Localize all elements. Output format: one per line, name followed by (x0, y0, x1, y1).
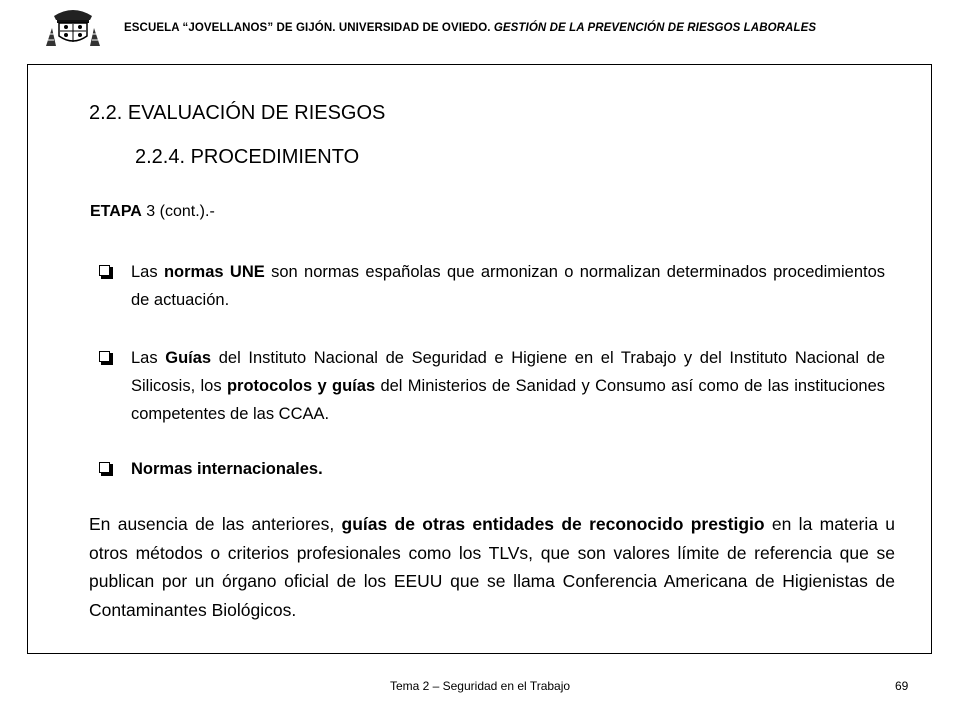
page-footer: Tema 2 – Seguridad en el Trabajo (389, 679, 571, 693)
section-title: 2.2. EVALUACIÓN DE RIESGOS (89, 102, 386, 124)
bold-run: normas UNE (163, 263, 265, 281)
text-run: En ausencia de las anteriores, (89, 514, 342, 534)
bullet-text (131, 258, 885, 314)
header-school: ESCUELA “JOVELLANOS” DE GIJÓN. UNIVERSIDAD DE OVIEDO. (124, 22, 491, 34)
stage-heading-rest: 3 (cont.).- (141, 203, 215, 220)
checkbox-bullet-icon (99, 462, 110, 473)
subsection-title: 2.2.4. PROCEDIMIENTO (135, 146, 360, 168)
bullet-text (131, 344, 885, 428)
page-header (124, 22, 924, 34)
body-paragraph (89, 510, 895, 624)
text-run: en la materia u otros métodos o criterios profesionales como los TLVs, que son valores límite de referencia que se publican por un órgano oficial de los EEUU que se llama Conferencia Americana de Higienistas de Contaminantes Biológicos. (89, 514, 896, 620)
checkbox-bullet-icon (99, 265, 110, 276)
header-department: GESTIÓN DE LA PREVENCIÓN DE RIESGOS LABORALES (493, 22, 817, 34)
bullet-text (131, 455, 885, 483)
page-number: 69 (895, 679, 909, 693)
checkbox-bullet-icon (99, 351, 110, 362)
bold-run: Guías (165, 349, 212, 367)
bold-run: protocolos y guías (226, 377, 376, 395)
stage-heading (90, 203, 215, 221)
text-run: Las (131, 263, 164, 281)
bold-run: guías de otras entidades de reconocido prestigio (341, 514, 765, 534)
text-run: del Instituto Nacional de Seguridad e Higiene en el Trabajo y del Instituto Nacional de Silicosis, los (131, 349, 885, 395)
university-logo-icon (44, 4, 102, 48)
text-run: Las (131, 349, 166, 367)
text-run: del Ministerios de Sanidad y Consumo así como de las instituciones competentes de las CCAA. (131, 377, 886, 423)
text-run: son normas españolas que armonizan o normalizan determinados procedimientos de actuación. (131, 263, 886, 309)
stage-heading-bold: ETAPA (90, 203, 142, 220)
bold-run: Normas internacionales. (131, 460, 323, 478)
